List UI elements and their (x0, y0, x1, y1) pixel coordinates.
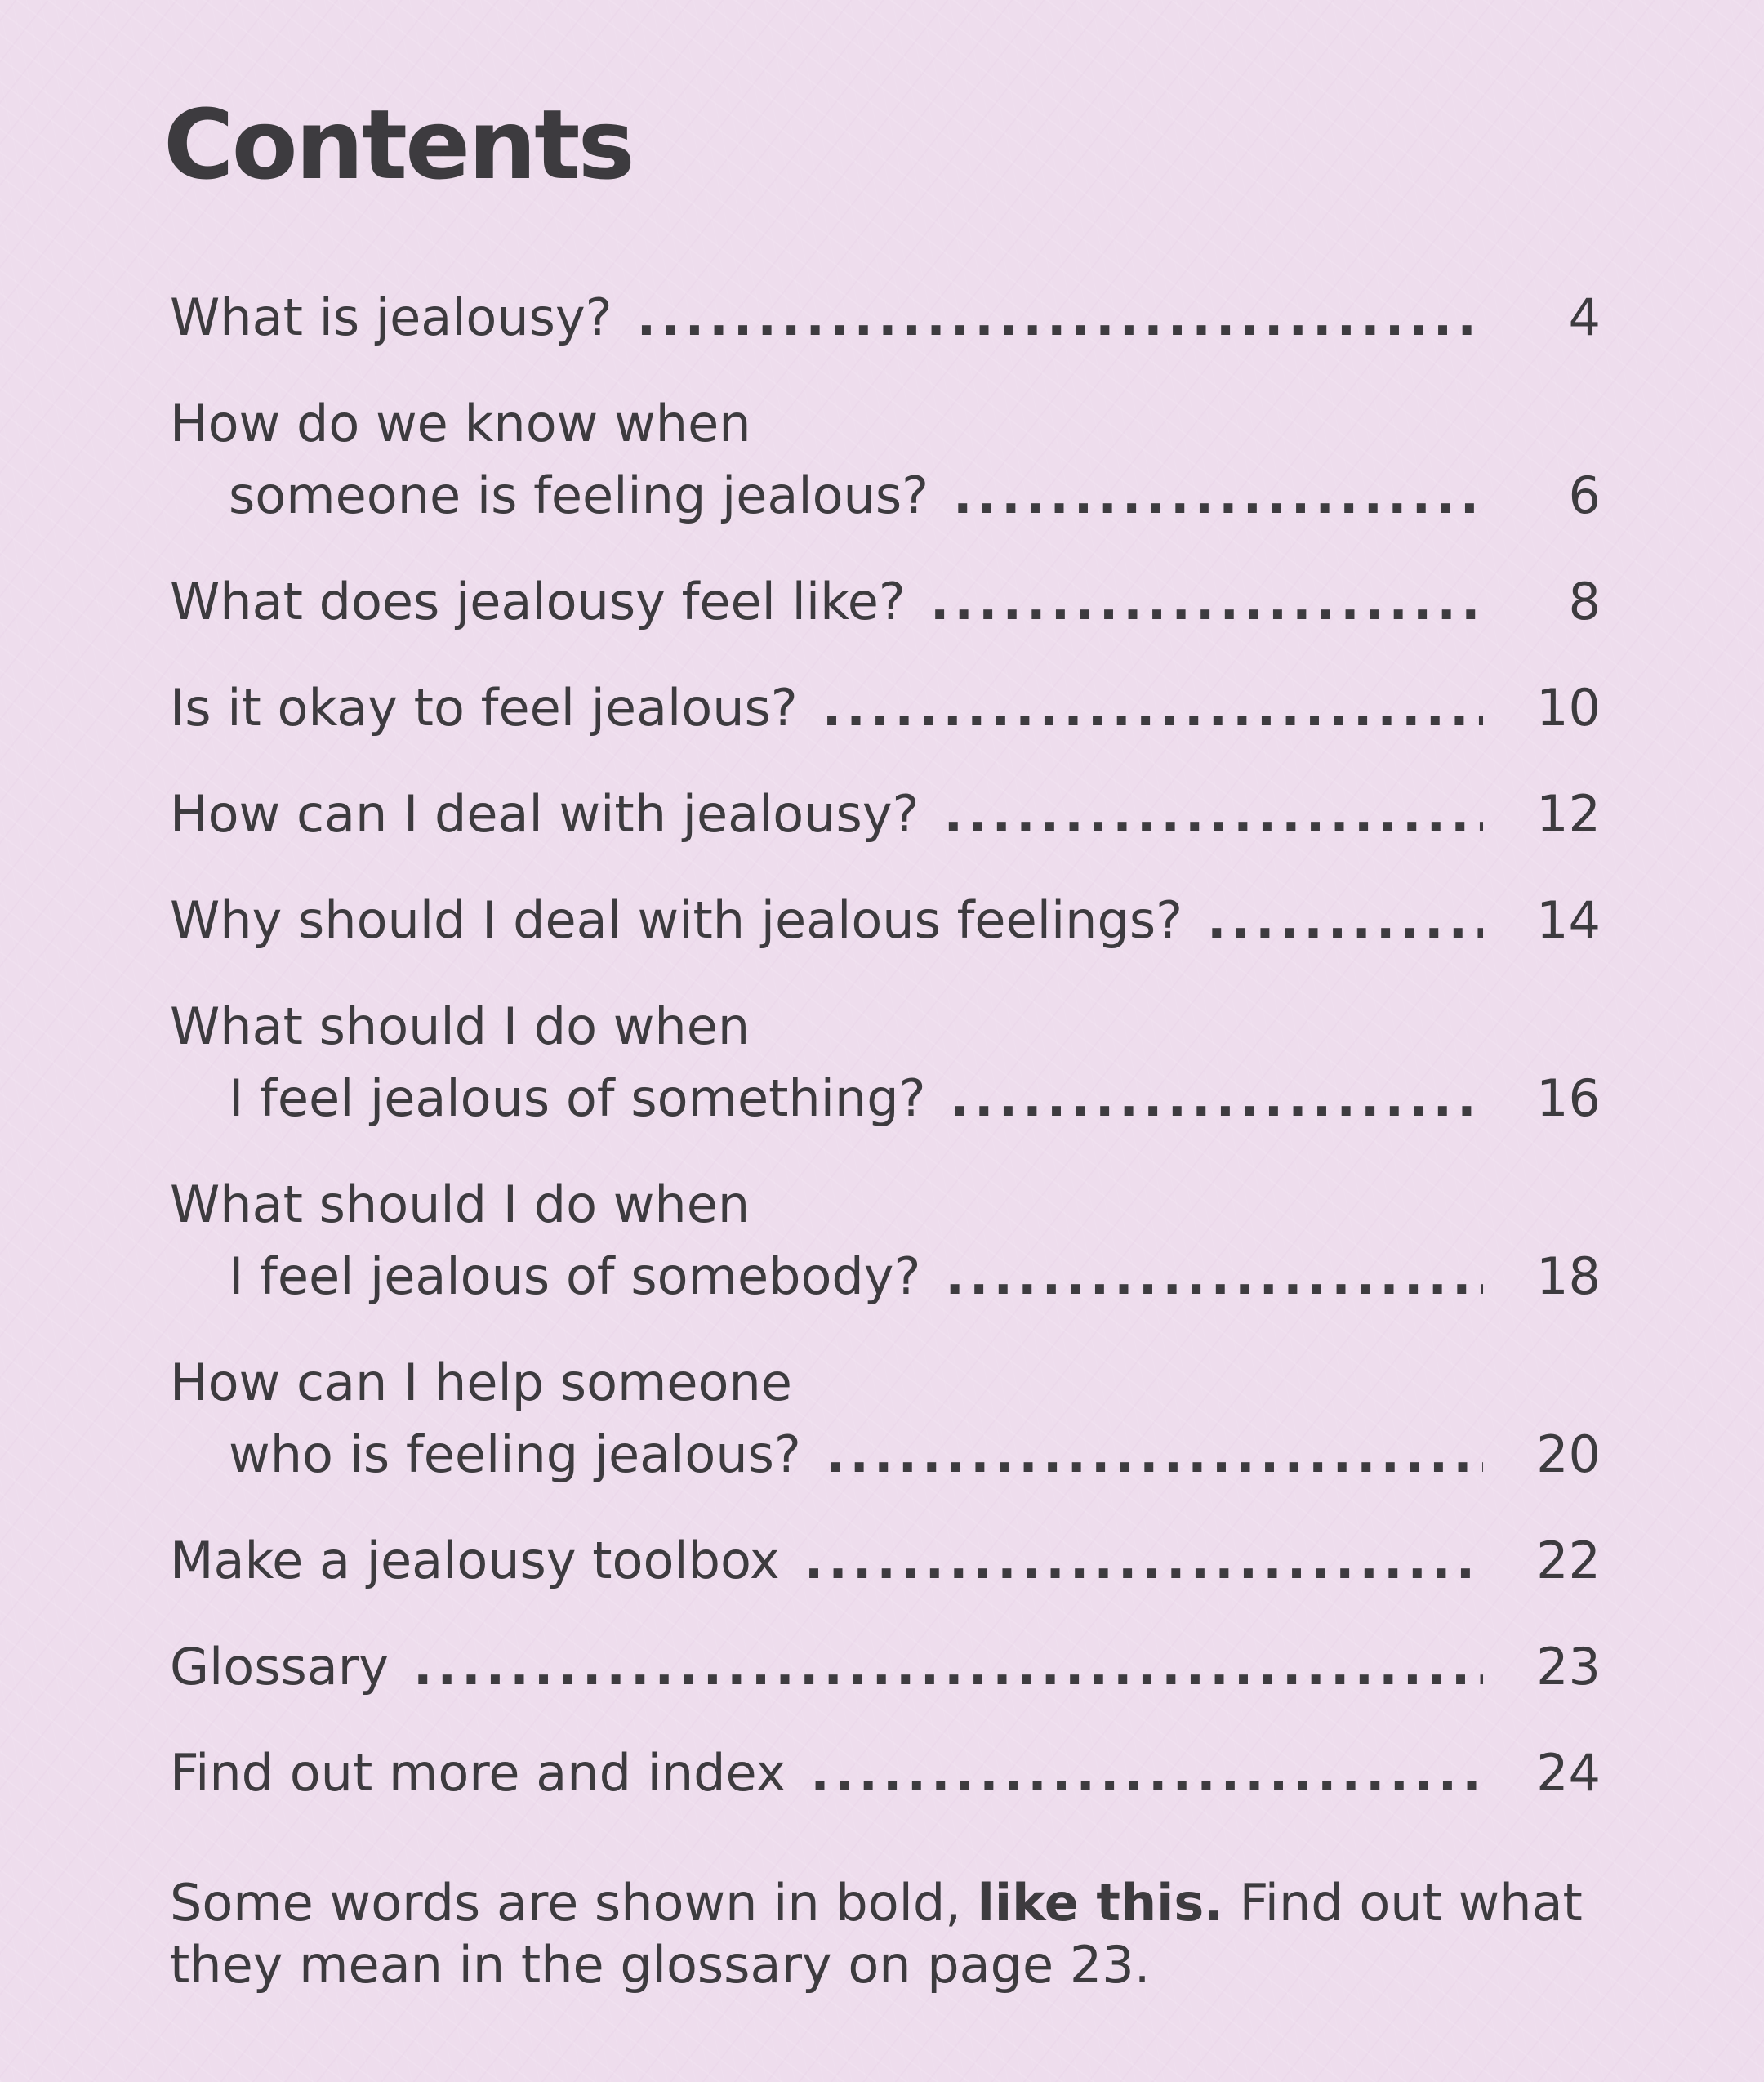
note-text-end: Find out what they mean in the glossary on page 23. (170, 1873, 1583, 1995)
toc-entry-title: How can I deal with jealousy? (170, 784, 920, 844)
toc-page-number: 4 (1568, 288, 1601, 347)
leader-dots (637, 282, 1483, 354)
toc-entry-title-line1: How do we know when (170, 394, 751, 453)
leader-dots (951, 1063, 1484, 1135)
glossary-note (170, 1872, 1607, 1996)
note-bold-example: like this. (977, 1873, 1223, 1933)
toc-page-number: 18 (1536, 1246, 1601, 1306)
toc-page-number: 22 (1536, 1531, 1601, 1590)
toc-entry[interactable] (170, 1347, 1601, 1491)
toc-page-number: 6 (1568, 466, 1601, 525)
leader-dots (822, 672, 1483, 744)
leader-dots (930, 566, 1483, 638)
leader-dots (826, 1419, 1483, 1491)
leader-dots (943, 778, 1483, 850)
toc-page-number: 16 (1536, 1068, 1601, 1128)
toc-entry-title: What does jealousy feel like? (170, 572, 906, 631)
toc-entry-title-line1: How can I help someone (170, 1353, 792, 1412)
toc-page-number: 23 (1536, 1637, 1601, 1696)
leader-dots (953, 460, 1483, 532)
table-of-contents (170, 282, 1601, 1843)
toc-entry-title: Glossary (170, 1637, 389, 1696)
toc-entry-title-line2: I feel jealous of something? (229, 1068, 926, 1128)
toc-page-number: 14 (1536, 890, 1601, 950)
toc-entry[interactable] (170, 1525, 1601, 1597)
toc-entry[interactable] (170, 672, 1601, 744)
leader-dots (1207, 885, 1483, 956)
toc-entry-title-line2: someone is feeling jealous? (229, 466, 929, 525)
toc-entry-title-line1: What should I do when (170, 1175, 751, 1234)
leader-dots (810, 1737, 1483, 1809)
toc-entry[interactable] (170, 388, 1601, 532)
toc-entry[interactable] (170, 566, 1601, 638)
toc-page-number: 20 (1536, 1424, 1601, 1484)
toc-page-number: 10 (1536, 678, 1601, 738)
toc-page-number: 12 (1536, 784, 1601, 844)
toc-page-number: 8 (1568, 572, 1601, 631)
toc-entry-title: Is it okay to feel jealous? (170, 678, 798, 738)
toc-entry[interactable] (170, 282, 1601, 354)
toc-entry-title-line2: I feel jealous of somebody? (229, 1246, 921, 1306)
toc-entry[interactable] (170, 1631, 1601, 1703)
toc-entry[interactable] (170, 1169, 1601, 1313)
toc-entry-title: What is jealousy? (170, 288, 612, 347)
toc-entry[interactable] (170, 885, 1601, 956)
toc-entry-title: Find out more and index (170, 1743, 786, 1803)
toc-entry-title-line2: who is feeling jealous? (229, 1424, 801, 1484)
toc-page-number: 24 (1536, 1743, 1601, 1803)
toc-entry[interactable] (170, 778, 1601, 850)
toc-entry-title-line1: What should I do when (170, 996, 751, 1056)
toc-entry[interactable] (170, 1737, 1601, 1809)
toc-entry-title: Make a jealousy toolbox (170, 1531, 780, 1590)
leader-dots (804, 1525, 1483, 1597)
leader-dots (945, 1241, 1483, 1313)
toc-entry[interactable] (170, 991, 1601, 1135)
toc-entry-title: Why should I deal with jealous feelings? (170, 890, 1183, 950)
note-text: Some words are shown in bold, (170, 1873, 978, 1933)
leader-dots (413, 1631, 1483, 1703)
page-title: Contents (163, 88, 633, 201)
